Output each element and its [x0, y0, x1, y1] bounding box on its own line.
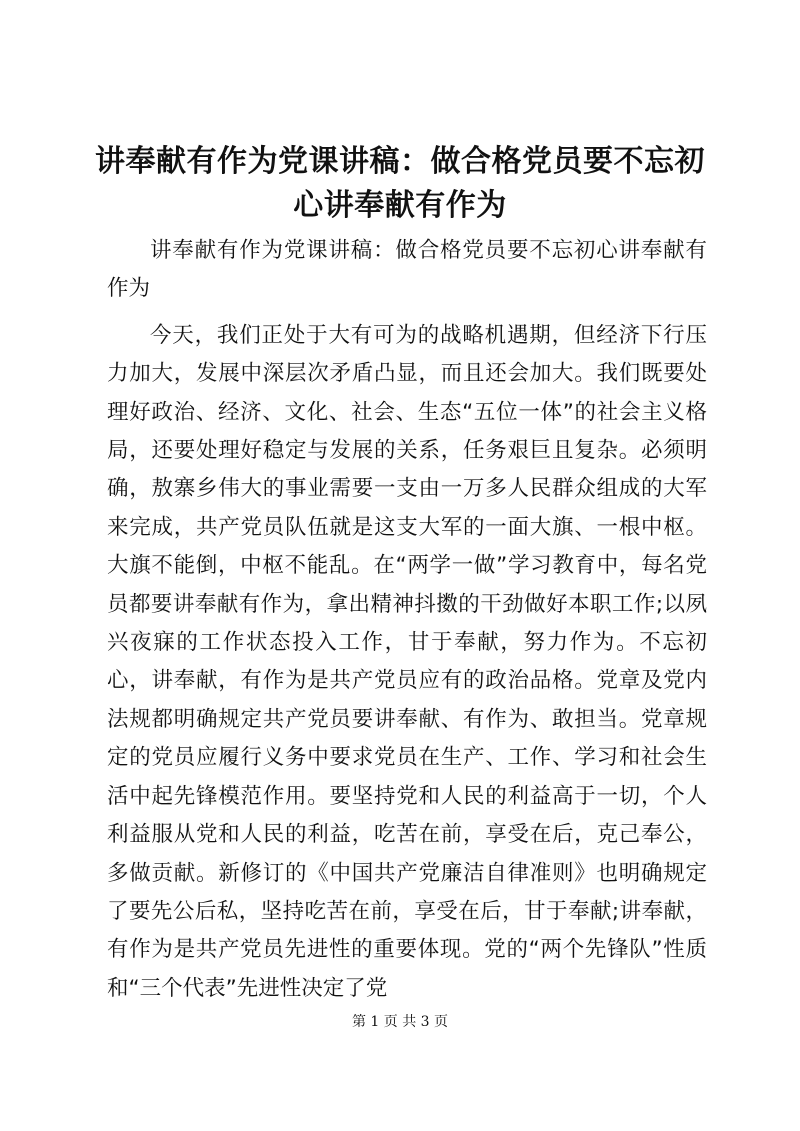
document-body — [107, 232, 707, 1016]
paragraph-main: 今天，我们正处于大有可为的战略机遇期，但经济下行压力加大，发展中深层次矛盾凸显，而且还会加大。我们既要处理好政治、经济、文化、社会、生态“五位一体”的社会主义格局，还要处理好稳定与发展的关系，任务艰巨且复杂。必须明确，敖寨乡伟大的事业需要一支由一万多人民群众组成的大军来完成，共产党员队伍就是这支大军的一面大旗、一根中枢。大旗不能倒，中枢不能乱。在“两学一做”学习教育中，每名党员都要讲奉献有作为，拿出精神抖擞的干劲做好本职工作;以夙兴夜寐的工作状态投入工作，甘于奉献，努力作为。不忘初心，讲奉献，有作为是共产党员应有的政治品格。党章及党内法规都明确规定共产党员要讲奉献、有作为、敢担当。党章规定的党员应履行义务中要求党员在生产、工作、学习和社会生活中起先锋模范作用。要坚持党和人民的利益高于一切，个人利益服从党和人民的利益，吃苦在前，享受在后，克己奉公，多做贡献。新修订的《中国共产党廉洁自律准则》也明确规定了要先公后私，坚持吃苦在前，享受在后，甘于奉献;讲奉献，有作为是共产党员先进性的重要体现。党的“两个先锋队”性质和“三个代表”先进性决定了党 — [107, 322, 707, 1001]
document-title: 讲奉献有作为党课讲稿：做合格党员要不忘初心讲奉献有作为 — [95, 144, 705, 223]
page-number-footer: 第 1 页 共 3 页 — [351, 1014, 449, 1030]
paragraph-subtitle: 讲奉献有作为党课讲稿：做合格党员要不忘初心讲奉献有作为 — [107, 238, 707, 302]
